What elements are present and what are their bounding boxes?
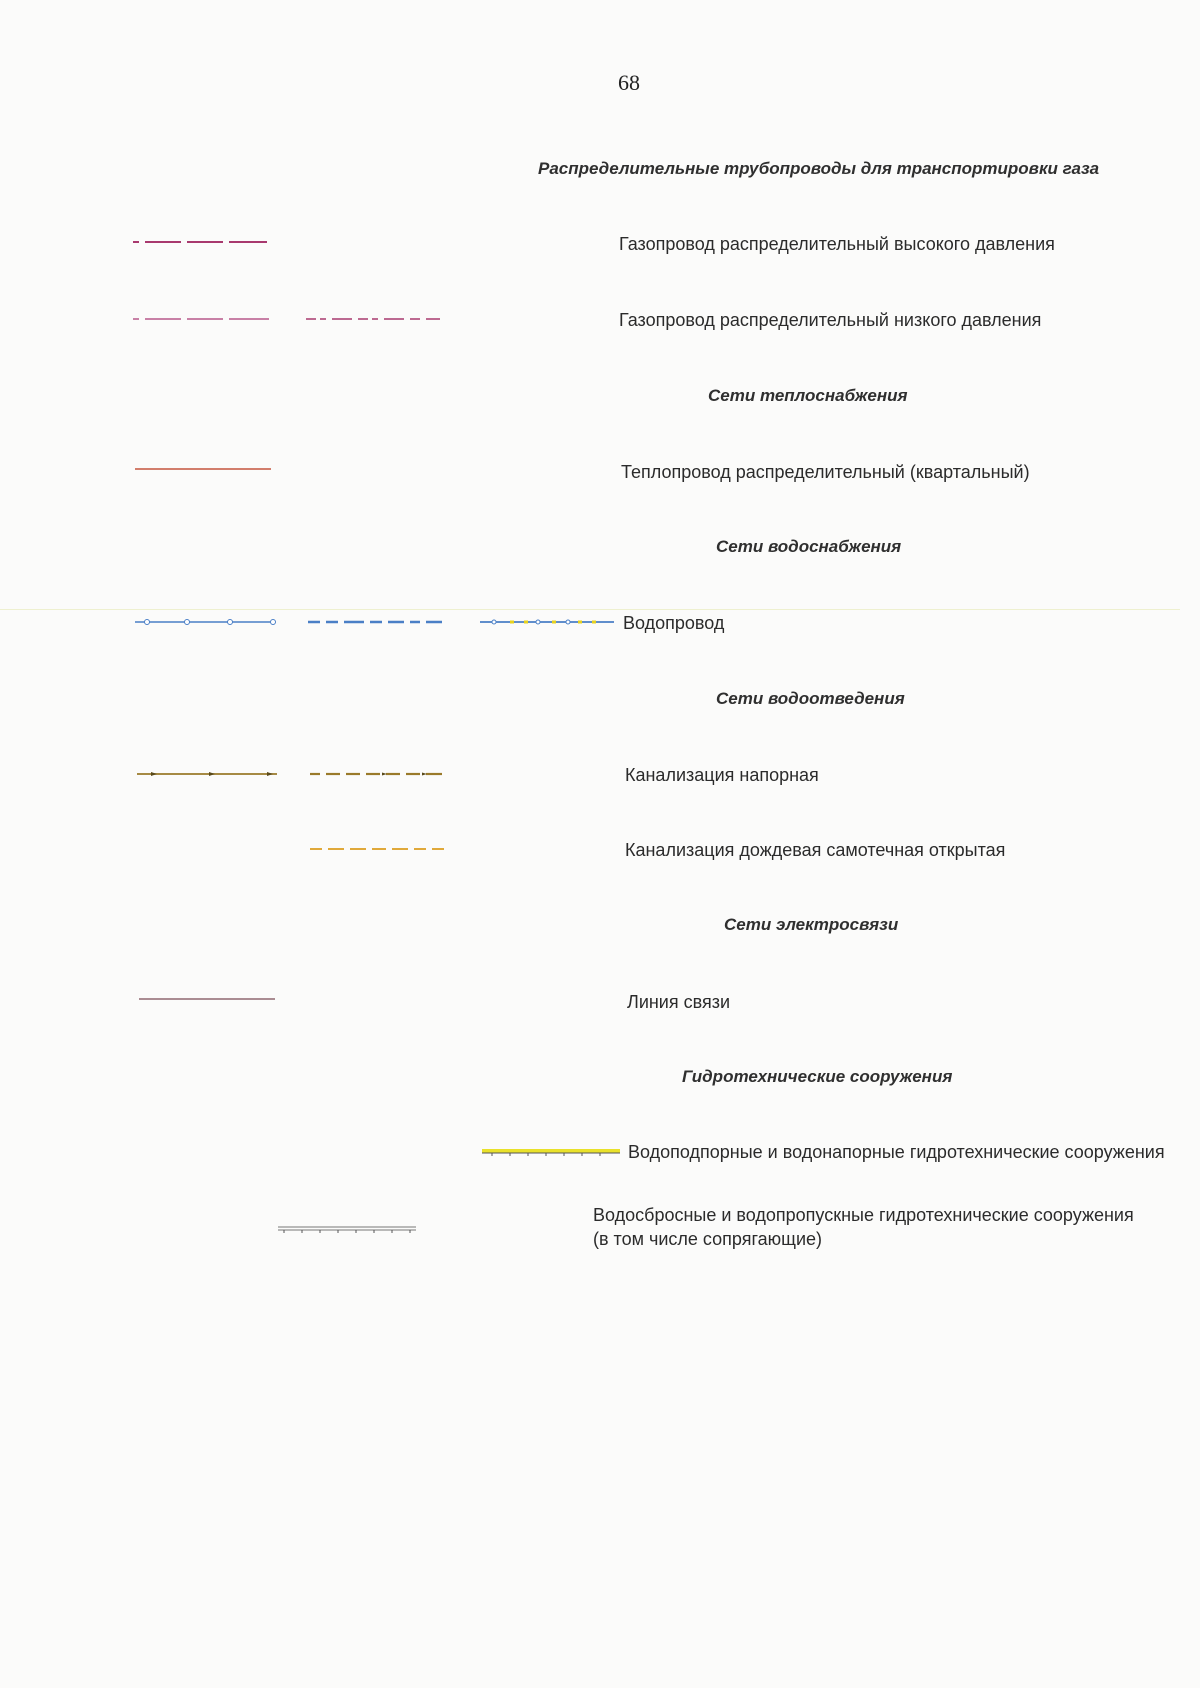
telecom-section-heading: Сети электросвязи <box>724 915 899 934</box>
page-number: 68 <box>618 70 640 95</box>
hydro-spillway-label <box>593 1203 1134 1251</box>
sewer-storm-symbol <box>310 843 450 855</box>
heat-distribution-label: Теплопровод распределительный (квартальный) <box>621 462 1030 482</box>
hydro-spillway-label-line2: (в том числе сопрягающие) <box>593 1229 822 1249</box>
gas-section-heading: Распределительные трубопроводы для транспортировки газа <box>538 159 1100 178</box>
hydro-spillway-label-line1: Водосбросные и водопропускные гидротехнические сооружения <box>593 1205 1134 1225</box>
heat-distribution-symbol <box>135 465 275 473</box>
gas-low-pressure-symbol-solid <box>133 313 273 325</box>
hydro-section-heading: Гидротехнические сооружения <box>682 1067 953 1086</box>
telecom-line-label: Линия связи <box>627 992 731 1012</box>
gas-high-pressure-label: Газопровод распределительный высокого давления <box>619 234 1055 254</box>
hydro-retaining-label: Водоподпорные и водонапорные гидротехнические сооружения <box>628 1142 1165 1162</box>
heat-section-heading: Сети теплоснабжения <box>708 386 908 405</box>
water-pipeline-symbol-accent <box>480 616 620 628</box>
gas-low-pressure-symbol-dashed <box>306 313 446 325</box>
hydro-retaining-symbol <box>482 1145 622 1159</box>
hydro-spillway-symbol <box>278 1223 418 1235</box>
sewer-storm-label: Канализация дождевая самотечная открытая <box>625 840 1006 860</box>
water-section-heading: Сети водоснабжения <box>716 537 902 556</box>
gas-low-pressure-label: Газопровод распределительный низкого давления <box>619 310 1042 330</box>
sewer-section-heading: Сети водоотведения <box>716 689 905 708</box>
water-pipeline-symbol-dashed <box>308 616 448 628</box>
gas-high-pressure-symbol <box>133 236 273 248</box>
sewer-pressure-symbol-solid <box>137 768 282 780</box>
sewer-pressure-symbol-dashed <box>310 768 450 780</box>
scan-fold-line <box>0 609 1180 610</box>
telecom-line-symbol <box>139 995 279 1003</box>
sewer-pressure-label: Канализация напорная <box>625 765 819 785</box>
water-pipeline-label: Водопровод <box>623 613 725 633</box>
water-pipeline-symbol-solid <box>135 616 280 628</box>
